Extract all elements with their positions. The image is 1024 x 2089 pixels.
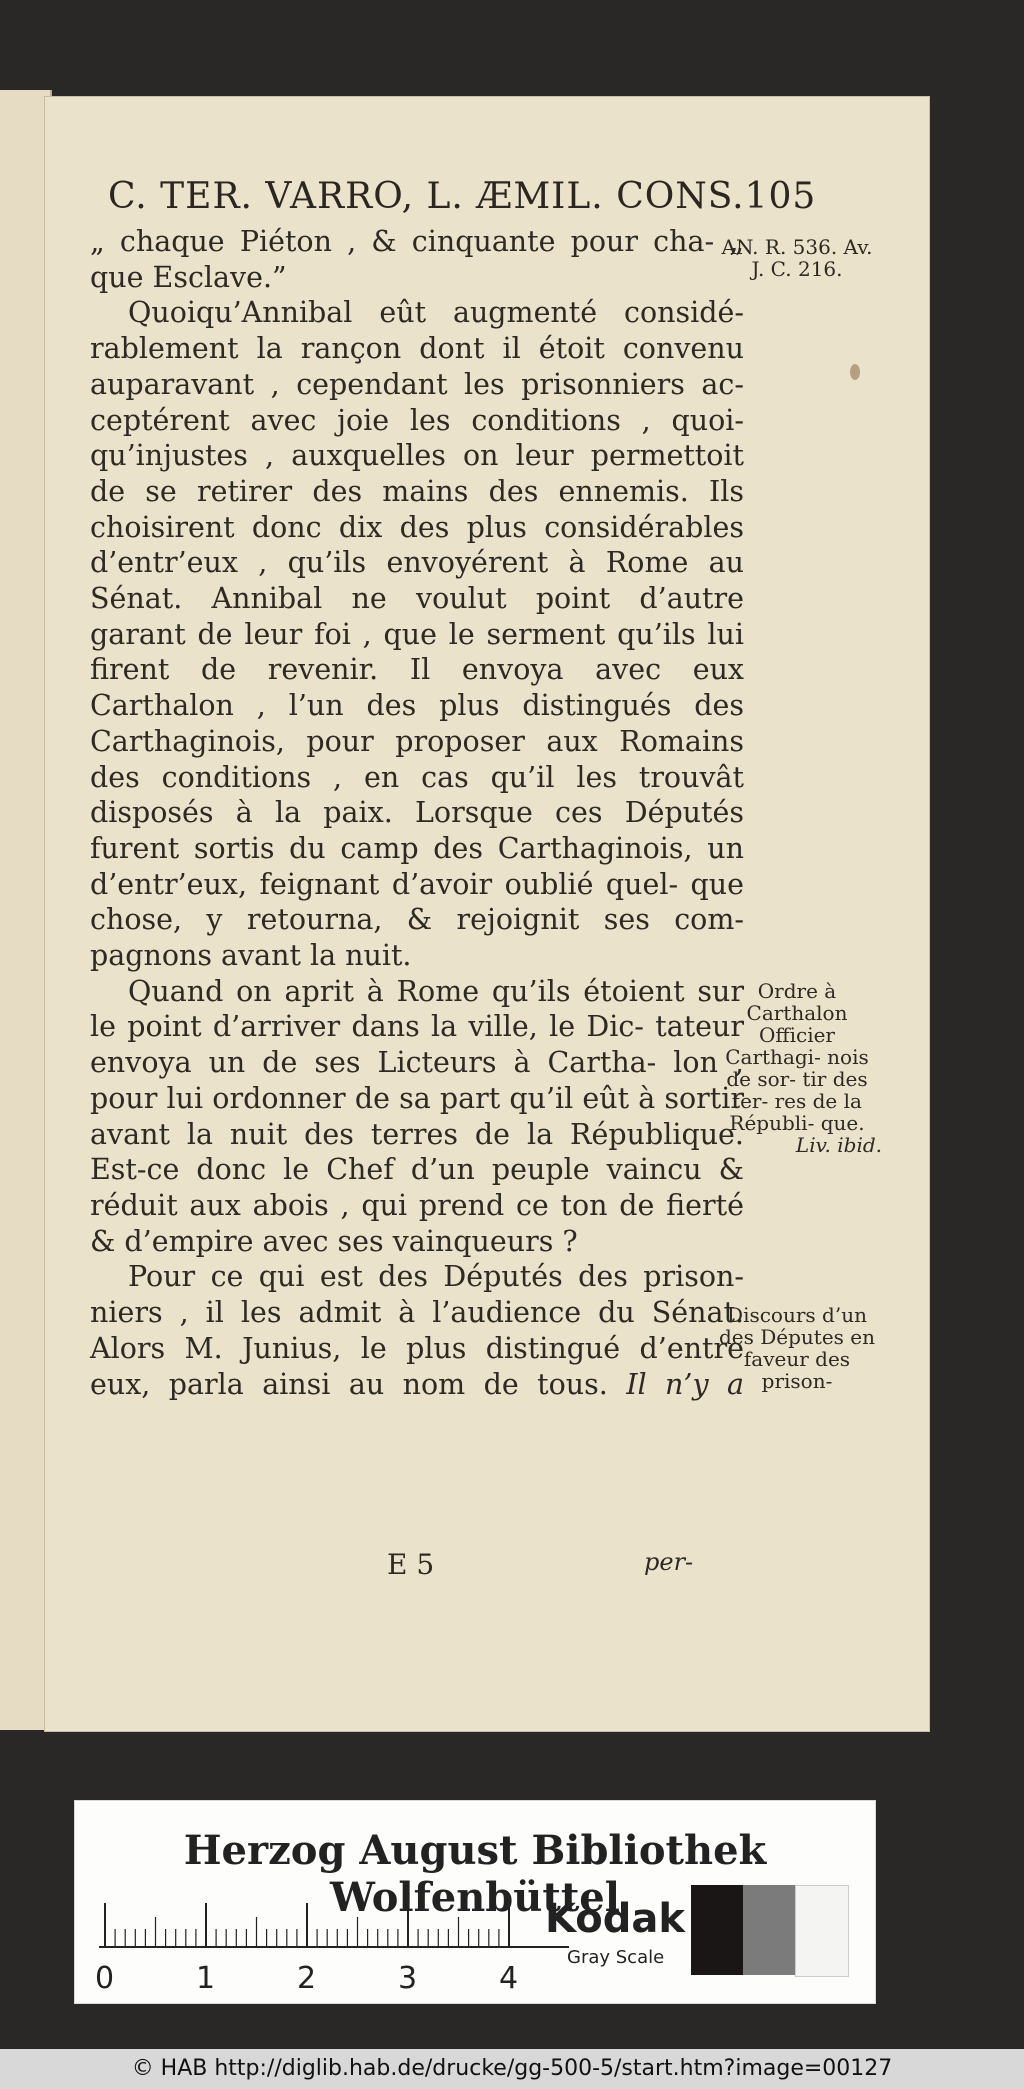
gray-swatch-black [691,1885,743,1975]
margin-note-ordre [712,980,882,1156]
ruler-number: 4 [499,1961,519,1996]
signature-mark: E 5 [387,1548,435,1581]
measurement-ruler [99,1903,569,1949]
ruler-number: 0 [95,1961,115,1996]
running-head: C. TER. VARRO, L. ÆMIL. CONS. [108,176,745,217]
copyright-footer: © HAB http://diglib.hab.de/drucke/gg-500-5/start.htm?image=00127 [0,2049,1024,2089]
catchword: per- [644,1548,694,1576]
ruler-number: 3 [398,1961,418,1996]
color-calibration-card [74,1800,876,2004]
paragraph-2: Quoiqu’Annibal eût augmenté considé- rablement la rançon dont il étoit convenu auparavant , cependant les prisonniers ac- ceptérent avec joie les conditions , quoi- qu’injustes , auxquelles on leur permettoit de se retirer des mains des ennemis. Ils choisirent donc dix des plus considérables d’entr’eux , qu’ils envoyérent à Rome au Sénat. Annibal ne voulut point d’autre garant de leur foi , que le serment qu’ils lui firent de revenir. Il envoya avec eux Carthalon , l’un des plus distingués des Carthaginois, pour proposer aux Romains des conditions , en cas qu’il les trouvât disposés à la paix. Lorsque ces Députés furent sortis du camp des Carthaginois, un d’entr’eux, feignant d’avoir oublié quel- que chose, y retourna, & rejoignit ses com- pagnons avant la nuit. [90,296,744,973]
gray-swatch-mid [743,1885,795,1975]
margin-note-source: Liv. ibid. [795,1133,882,1157]
ruler-number: 1 [196,1961,216,1996]
margin-year-note: AN. R. 536. Av. J. C. 216. [721,235,873,281]
paragraph-4 [90,1259,744,1402]
paragraph-3: Quand on aprit à Rome qu’ils étoient sur le point d’arriver dans la ville, le Dic- tateur envoya un de ses Licteurs à Cartha- lon , pour lui ordonner de sa part qu’il eût à sortir avant la nuit des terres de la République. Est-ce donc le Chef d’un peuple vaincu & réduit aux abois , qui prend ce ton de fierté & d’empire avec ses vainqueurs ? [90,974,744,1258]
paragraph-4-italic: Il n’y a [626,1367,745,1401]
page-number: 105 [744,176,817,217]
book-page [44,96,930,1732]
library-title: Herzog August Bibliothek Wolfenbüttel [183,1827,767,1921]
ruler-number: 2 [297,1961,317,1996]
running-header [108,176,817,217]
margin-note-discours: Discours d’un des Députes en faveur des prison- [718,1303,876,1393]
gray-swatch-white [795,1885,849,1977]
gray-scale-label: Gray Scale [567,1947,665,1968]
ink-stain [850,364,860,380]
paragraph-4-text: Pour ce qui est des Députés des prison- niers , il les admit à l’audience du Sénat. Alors M. Junius, le plus distingué d’entre eux, parla ainsi au nom de tous. [90,1260,744,1401]
kodak-logo: Kodak [545,1896,685,1942]
margin-note-ordre-text: Ordre à Carthalon Officier Carthagi- nois de sor- tir des ter- res de la Républi- que. [725,979,869,1135]
paragraph-1: „ chaque Piéton , & cinquante pour cha- „ que Esclave.” [90,225,744,294]
main-text [90,224,744,1402]
